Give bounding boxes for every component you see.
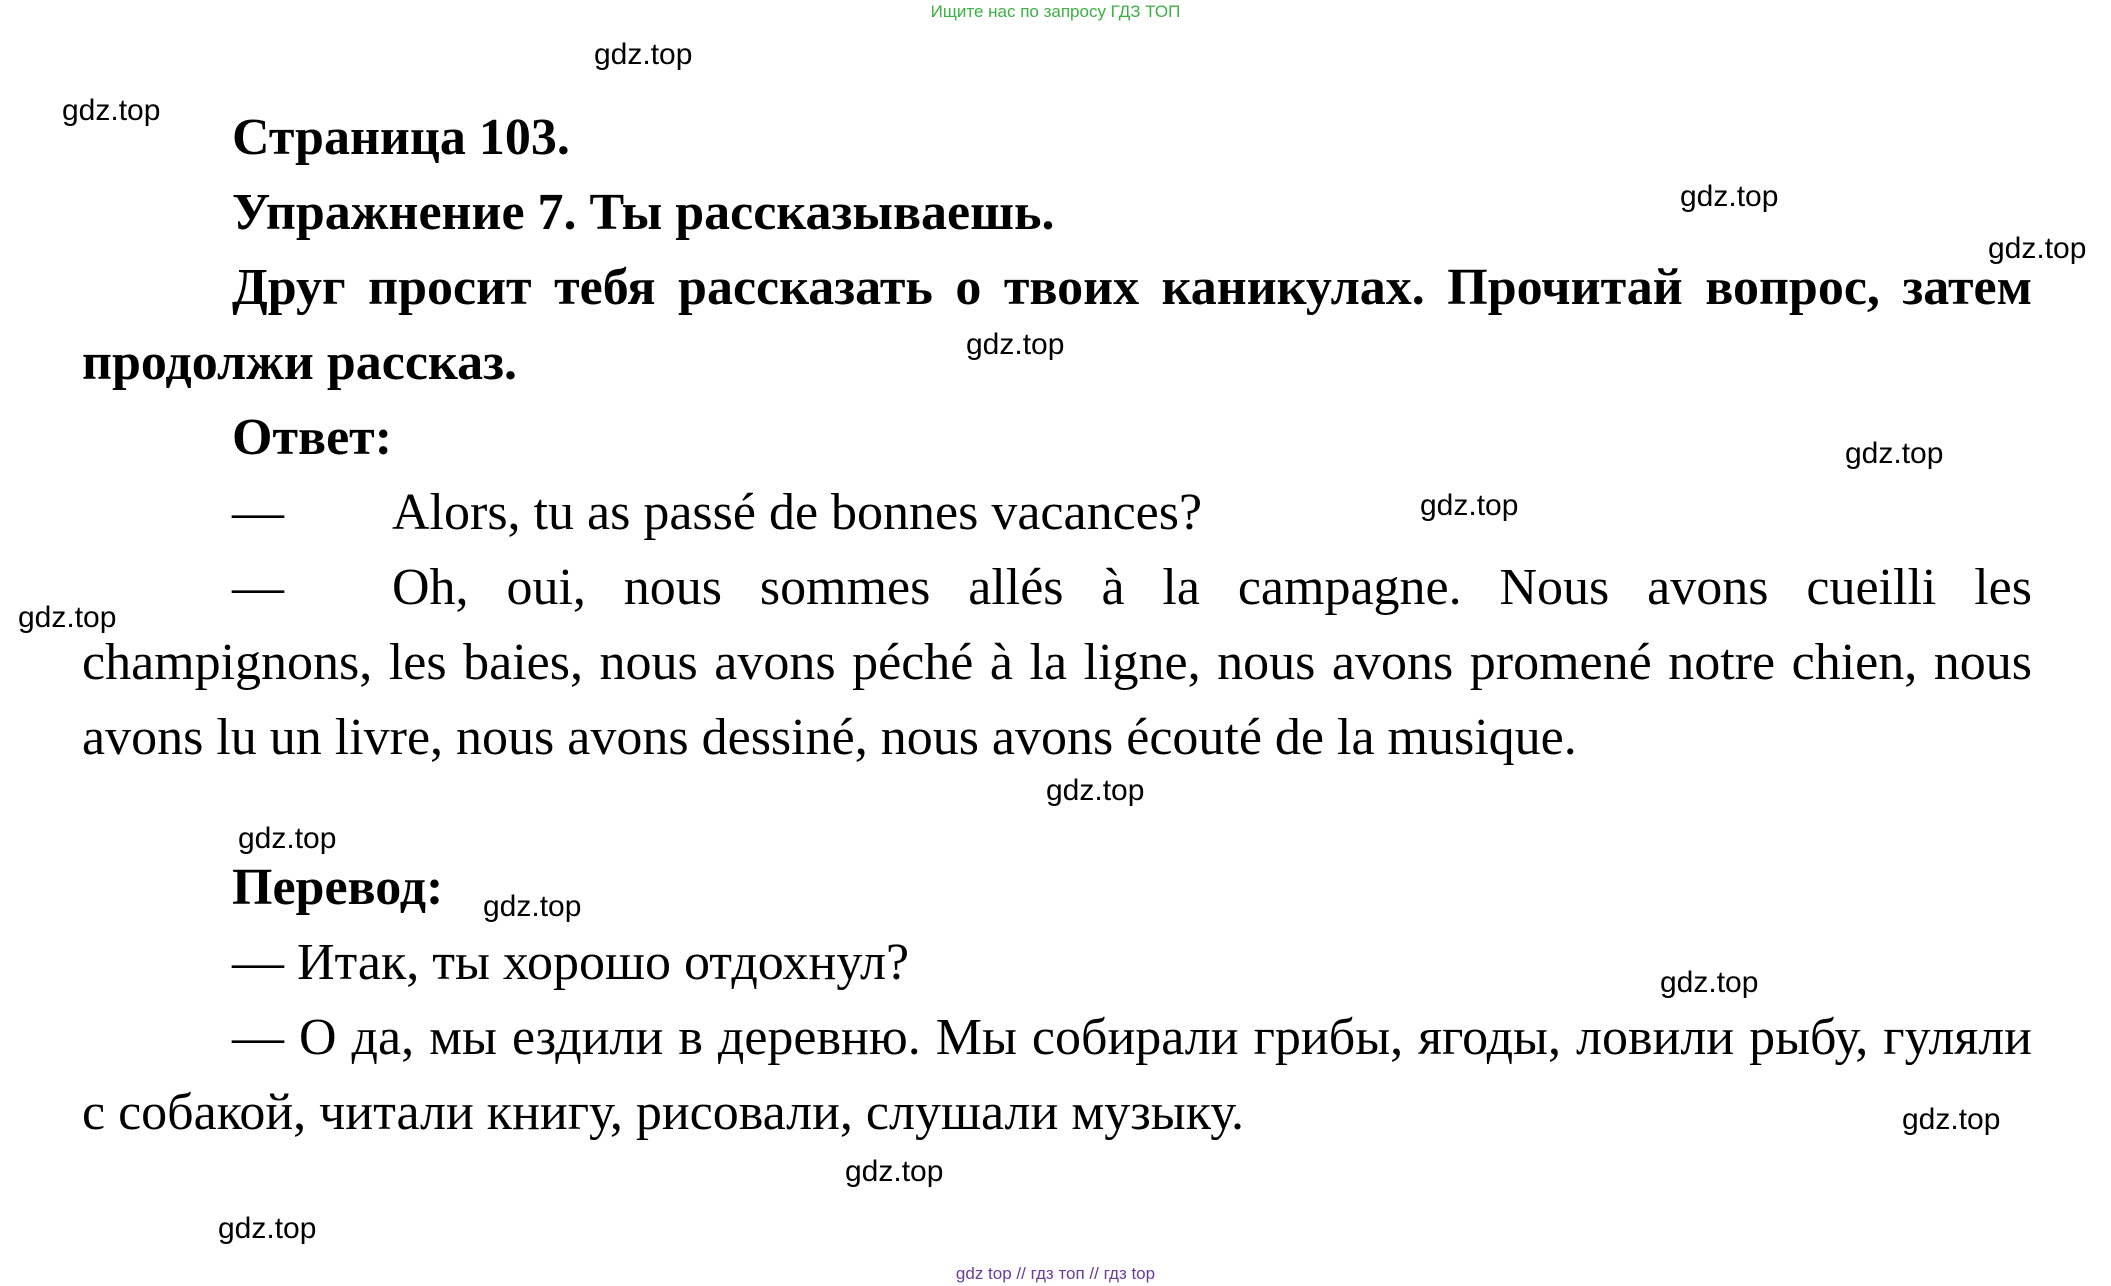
watermark: gdz.top: [1680, 180, 1779, 213]
dialog-fr-line-1: [82, 475, 2032, 550]
watermark: gdz.top: [1420, 489, 1519, 522]
watermark: gdz.top: [966, 328, 1065, 361]
dialog-ru-line-1: — Итак, ты хорошо отдохнул?: [232, 934, 910, 991]
top-banner[interactable]: Ищите нас по запросу ГДЗ ТОП: [930, 2, 1181, 21]
dash: —: [232, 559, 284, 616]
translation-label: Перевод:: [232, 859, 444, 916]
answer-label: Ответ:: [232, 409, 393, 466]
watermark: gdz.top: [594, 38, 693, 71]
watermark: gdz.top: [238, 822, 337, 855]
dialog-ru-line-2: — О да, мы ездили в деревню. Мы собирали грибы, ягоды, ловили рыбу, гуляли с собакой, читали книгу, рисовали, слушали музыку.: [82, 1009, 2032, 1141]
dialog-fr-text-2: Oh, oui, nous sommes allés à la campagne. Nous avons cueilli les champignons, les baies, nous avons péché à la ligne, nous avons promené notre chien, nous avons lu un livre, nous avons dessiné, nous avons écouté de la musique.: [82, 559, 2032, 766]
watermark: gdz.top: [483, 890, 582, 923]
watermark: gdz.top: [62, 94, 161, 127]
watermark: gdz.top: [1988, 232, 2087, 265]
exercise-title: Упражнение 7. Ты рассказываешь.: [232, 184, 1055, 241]
watermark: gdz.top: [18, 601, 117, 634]
watermark: gdz.top: [1902, 1103, 2001, 1136]
task-text: Друг просит тебя рассказать о твоих каникулах. Прочитай вопрос, затем продолжи рассказ.: [82, 259, 2032, 391]
watermark: gdz.top: [1660, 966, 1759, 999]
dialog-fr-line-2: [82, 550, 2032, 775]
page-title: Страница 103.: [232, 109, 570, 166]
dash: —: [232, 484, 284, 541]
watermark: gdz.top: [218, 1212, 317, 1245]
dialog-fr-text-1: Alors, tu as passé de bonnes vacances?: [392, 484, 1203, 541]
watermark: gdz.top: [1845, 437, 1944, 470]
watermark: gdz.top: [845, 1155, 944, 1188]
footer-links[interactable]: gdz top // гдз топ // гдз top: [955, 1264, 1156, 1283]
watermark: gdz.top: [1046, 774, 1145, 807]
